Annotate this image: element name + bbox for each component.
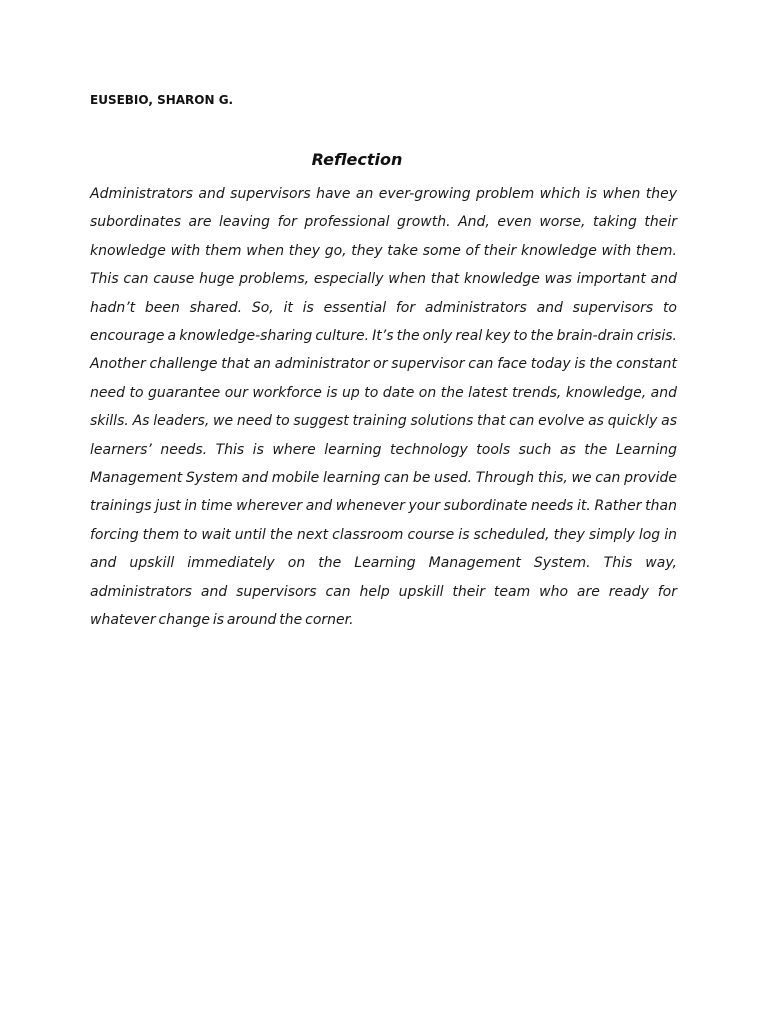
body-text	[90, 180, 677, 635]
paragraph-2: Another challenge that an administrator or supervisor can face today is the constant need to guarantee our workforce is up to date on the latest trends, knowledge, and skills. As leaders, we need to suggest training solutions that can evolve as quickly as learners’ needs. This is where learning technology tools such as the Learning Management System and mobile learning can be used. Through this, we can provide trainings just in time wherever and whenever your subordinate needs it. Rather than forcing them to wait until the next classroom course is scheduled, they simply log in and upskill immediately on the Learning Management System. This way, administrators and supervisors can help upskill their team who are ready for whatever change is around the corner.	[90, 356, 677, 629]
document-title: Reflection	[311, 150, 403, 169]
author-name: EUSEBIO, SHARON G.	[90, 93, 234, 107]
paragraph-1: Administrators and supervisors have an ever-growing problem which is when they subordinates are leaving for professional growth. And, even worse, taking their knowledge with them when they go, they take some of their knowledge with them. This can cause huge problems, especially when that knowledge was important and hadn’t been shared. So, it is essential for administrators and supervisors to encourage a knowledge-sharing culture. It’s the only real key to the brain-drain crisis.	[90, 186, 677, 345]
